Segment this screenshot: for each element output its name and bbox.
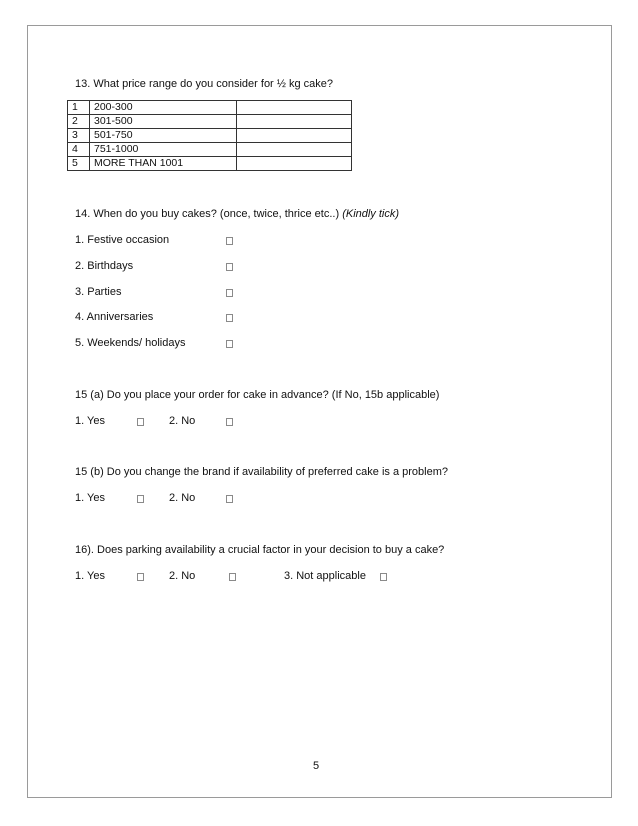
option-16-yes: 1. Yes (75, 570, 105, 582)
table-row (68, 129, 352, 143)
question-16: 16). Does parking availability a crucial factor in your decision to buy a cake? (75, 544, 445, 556)
tick-cell[interactable] (237, 143, 352, 157)
row-number: 4 (68, 143, 90, 157)
option-birthdays: 2. Birthdays (75, 260, 134, 272)
row-number: 3 (68, 129, 90, 143)
question-14-note: (Kindly tick) (342, 208, 400, 220)
checkbox-weekends-holidays[interactable] (226, 340, 233, 348)
question-15b: 15 (b) Do you change the brand if availability of preferred cake is a problem? (75, 466, 448, 478)
option-15a-no: 2. No (169, 415, 196, 427)
page-number: 5 (313, 760, 320, 772)
row-number: 5 (68, 157, 90, 171)
checkbox-15b-yes[interactable] (137, 495, 144, 503)
option-15b-no: 2. No (169, 492, 196, 504)
tick-cell[interactable] (237, 157, 352, 171)
option-weekends-holidays: 5. Weekends/ holidays (75, 337, 186, 349)
checkbox-anniversaries[interactable] (226, 314, 233, 322)
checkbox-15a-no[interactable] (226, 418, 233, 426)
option-16-no: 2. No (169, 570, 196, 582)
checkbox-15a-yes[interactable] (137, 418, 144, 426)
checkbox-16-yes[interactable] (137, 573, 144, 581)
checkbox-16-not-applicable[interactable] (380, 573, 387, 581)
table-row (68, 157, 352, 171)
row-number: 1 (68, 101, 90, 115)
checkbox-birthdays[interactable] (226, 263, 233, 271)
question-15a: 15 (a) Do you place your order for cake in advance? (If No, 15b applicable) (75, 389, 440, 401)
row-label: MORE THAN 1001 (90, 157, 237, 171)
option-15a-yes: 1. Yes (75, 415, 105, 427)
option-15b-yes: 1. Yes (75, 492, 105, 504)
table-row (68, 101, 352, 115)
row-label: 301-500 (90, 115, 237, 129)
option-anniversaries: 4. Anniversaries (75, 311, 154, 323)
tick-cell[interactable] (237, 115, 352, 129)
row-label: 200-300 (90, 101, 237, 115)
option-festive-occasion: 1. Festive occasion (75, 234, 170, 246)
checkbox-16-no[interactable] (229, 573, 236, 581)
checkbox-parties[interactable] (226, 289, 233, 297)
row-label: 751-1000 (90, 143, 237, 157)
tick-cell[interactable] (237, 101, 352, 115)
tick-cell[interactable] (237, 129, 352, 143)
table-row (68, 143, 352, 157)
option-parties: 3. Parties (75, 286, 122, 298)
checkbox-15b-no[interactable] (226, 495, 233, 503)
question-13: 13. What price range do you consider for ½ kg cake? (75, 78, 334, 90)
table-row (68, 115, 352, 129)
price-range-table (67, 100, 352, 171)
checkbox-festive-occasion[interactable] (226, 237, 233, 245)
option-16-not-applicable: 3. Not applicable (284, 570, 366, 582)
question-14-text: 14. When do you buy cakes? (once, twice, thrice etc..) (75, 208, 343, 220)
question-14 (75, 208, 399, 220)
row-number: 2 (68, 115, 90, 129)
row-label: 501-750 (90, 129, 237, 143)
